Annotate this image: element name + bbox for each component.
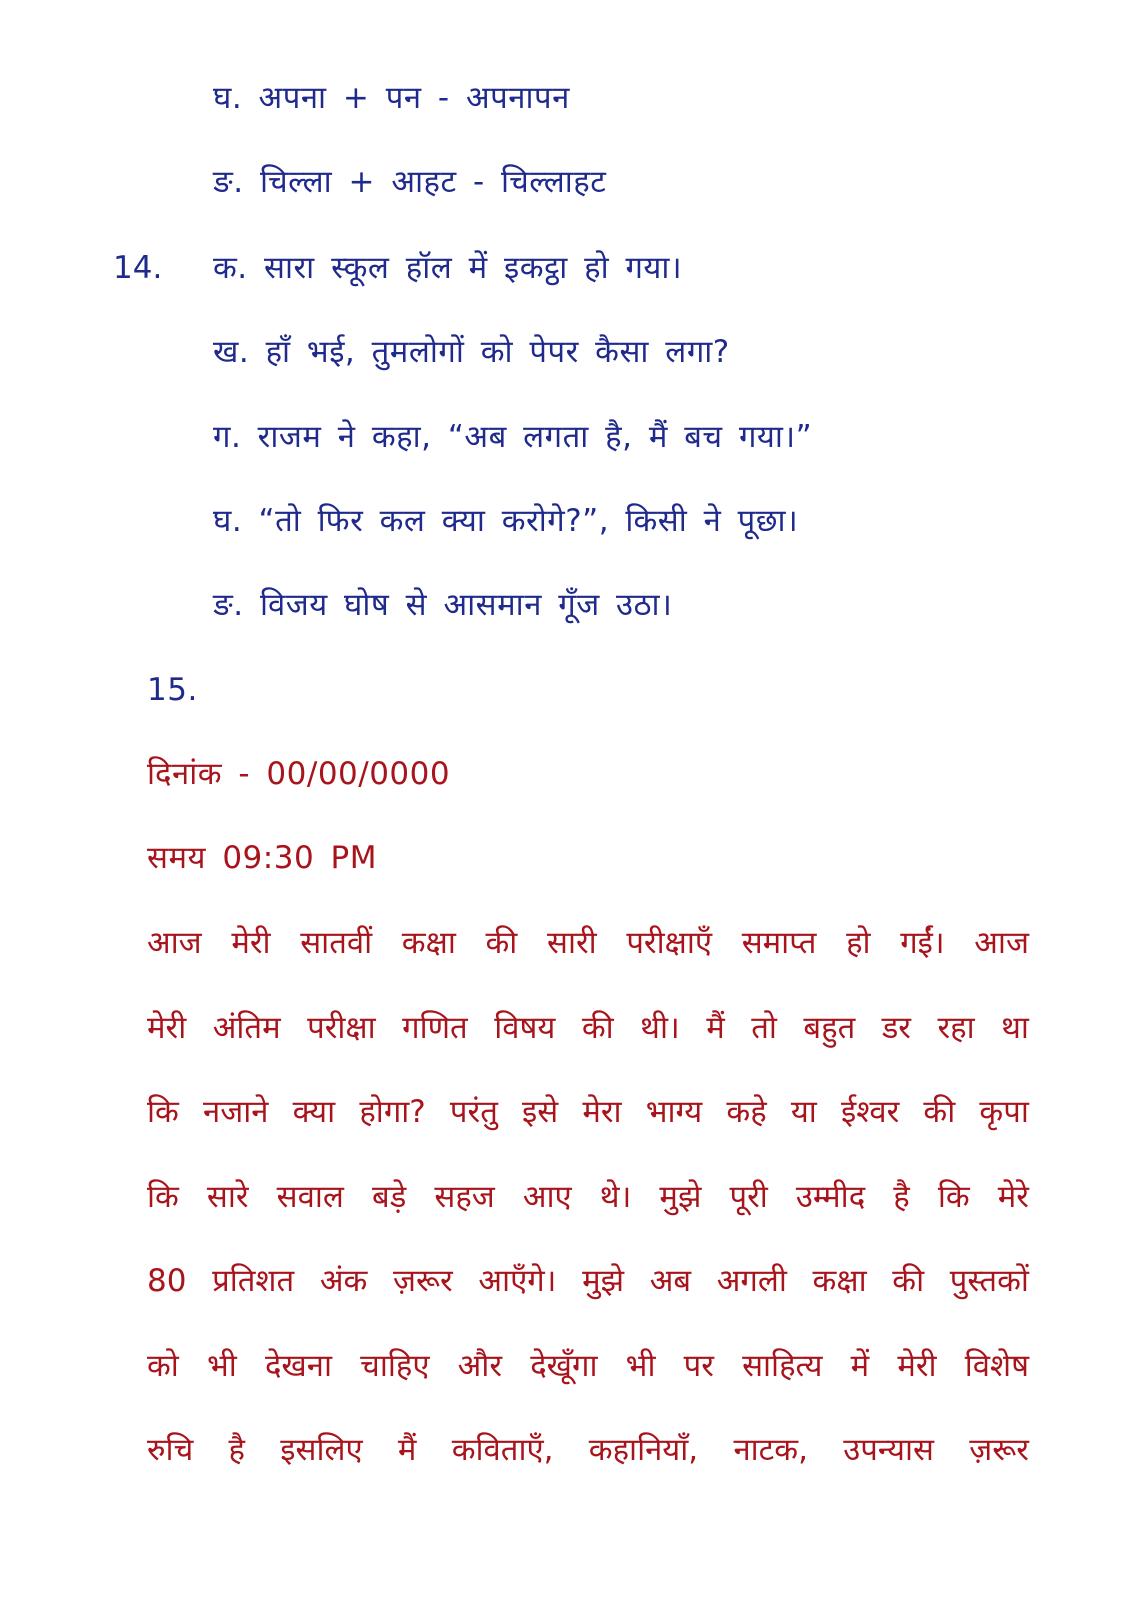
diary-word: थी। — [640, 1009, 680, 1046]
diary-word: परंतु — [449, 1094, 498, 1130]
diary-word: है — [893, 1178, 910, 1215]
diary-word: कक्षा — [401, 925, 456, 961]
q14-item-kha: ख. हाँ भई, तुमलोगों को पेपर कैसा लगा? — [213, 334, 730, 370]
diary-word: मैं — [706, 1009, 725, 1046]
diary-word: और — [457, 1347, 503, 1384]
q14-item-nga: ङ. विजय घोष से आसमान गूँज उठा। — [213, 587, 673, 623]
diary-word: कक्षा — [812, 1263, 867, 1299]
diary-paragraph-line — [147, 1430, 1029, 1470]
diary-word: कहानियाँ, — [588, 1432, 699, 1468]
diary-word: बहुत — [803, 1009, 856, 1046]
diary-word: समाप्त — [741, 925, 817, 961]
diary-word: आज — [974, 925, 1029, 961]
diary-word: बड़े — [372, 1178, 407, 1215]
diary-word: कि — [147, 1094, 179, 1130]
diary-word: उम्मीद — [795, 1178, 866, 1215]
diary-word: परीक्षा — [307, 1009, 376, 1046]
q14-item-gha: घ. “तो फिर कल क्या करोगे?”, किसी ने पूछा। — [213, 503, 799, 539]
diary-word: कहे — [726, 1094, 767, 1130]
diary-word: अंक — [319, 1263, 368, 1299]
diary-word: गईं। — [900, 925, 945, 961]
diary-word: सवाल — [276, 1178, 344, 1215]
diary-word: ज़रूर — [392, 1263, 453, 1299]
diary-word: भी — [625, 1347, 656, 1384]
diary-word: भी — [206, 1347, 237, 1384]
diary-word: सातवीं — [300, 925, 373, 961]
diary-word: मेरी — [147, 1009, 187, 1046]
diary-word: गणित — [402, 1009, 468, 1046]
q14-number: 14. — [113, 250, 163, 286]
diary-word: की — [485, 925, 518, 961]
diary-paragraph-line — [147, 1177, 1029, 1217]
diary-date: दिनांक - 00/00/0000 — [147, 756, 451, 792]
diary-word: 80 — [147, 1263, 187, 1299]
diary-word: की — [581, 1009, 614, 1046]
diary-word: होगा? — [359, 1094, 426, 1130]
q14-item-ga: ग. राजम ने कहा, “अब लगता है, मैं बच गया।” — [213, 419, 813, 455]
diary-word: आज — [147, 925, 202, 961]
diary-word: ईश्वर — [840, 1094, 900, 1130]
q13-item-nga: ङ. चिल्ला + आहट - चिल्लाहट — [213, 164, 607, 200]
diary-word: पुस्तकों — [949, 1263, 1029, 1299]
diary-word: मुझे — [582, 1263, 625, 1299]
diary-word: को — [147, 1347, 179, 1384]
diary-word: हो — [846, 925, 871, 961]
diary-word: की — [892, 1263, 925, 1299]
diary-paragraph-line — [147, 1092, 1029, 1132]
diary-paragraph-line — [147, 1346, 1029, 1386]
diary-word: थे। — [599, 1178, 632, 1215]
diary-word: नजाने — [202, 1094, 269, 1130]
diary-word: चाहिए — [360, 1347, 430, 1384]
diary-word: आएँगे। — [478, 1263, 557, 1299]
diary-word: में — [850, 1347, 870, 1384]
diary-time: समय 09:30 PM — [147, 840, 377, 876]
diary-word: नाटक, — [733, 1432, 808, 1468]
diary-word: या — [790, 1094, 817, 1130]
diary-word: देखूँगा — [530, 1347, 598, 1384]
diary-word: तो — [751, 1009, 777, 1046]
diary-word: देखना — [264, 1347, 333, 1384]
q14-item-ka: क. सारा स्कूल हॉल में इकट्ठा हो गया। — [213, 250, 683, 286]
diary-word: परीक्षाएँ — [626, 925, 713, 961]
diary-word: क्या — [292, 1094, 336, 1130]
diary-word: था — [1001, 1009, 1029, 1046]
diary-word: भाग्य — [645, 1094, 703, 1130]
diary-word: कि — [147, 1178, 179, 1215]
diary-word: साहित्य — [742, 1347, 823, 1384]
diary-word: कृपा — [979, 1094, 1029, 1130]
diary-word: सहज — [434, 1178, 495, 1215]
diary-word: सारे — [206, 1178, 249, 1215]
diary-word: डर — [881, 1009, 911, 1046]
diary-word: मेरे — [997, 1178, 1029, 1215]
diary-word: मुझे — [659, 1178, 702, 1215]
diary-word: ज़रूर — [969, 1432, 1029, 1468]
diary-word: अब — [649, 1263, 692, 1299]
diary-word: रुचि — [147, 1432, 194, 1468]
diary-word: सारी — [546, 925, 597, 961]
diary-paragraph-line — [147, 1008, 1029, 1048]
diary-word: उपन्यास — [843, 1432, 934, 1468]
diary-word: कविताएँ, — [451, 1432, 554, 1468]
diary-word: अंतिम — [212, 1009, 281, 1046]
diary-word: मेरा — [582, 1094, 622, 1130]
diary-word: रहा — [937, 1009, 975, 1046]
diary-word: कि — [937, 1178, 970, 1215]
diary-word: विशेष — [964, 1347, 1029, 1384]
diary-word: इसे — [522, 1094, 559, 1130]
diary-word: मेरी — [231, 925, 271, 961]
diary-word: इसलिए — [280, 1432, 363, 1468]
diary-word: प्रतिशत — [212, 1263, 295, 1299]
diary-word: मेरी — [897, 1347, 937, 1384]
diary-word: मैं — [397, 1432, 417, 1468]
diary-word: पूरी — [729, 1178, 768, 1215]
diary-word: है — [228, 1432, 245, 1468]
diary-word: की — [923, 1094, 956, 1130]
diary-paragraph-line — [147, 923, 1029, 963]
q13-item-gha: घ. अपना + पन - अपनापन — [213, 80, 570, 116]
diary-word: पर — [683, 1347, 714, 1384]
diary-word: विषय — [494, 1009, 556, 1046]
q15-number: 15. — [147, 672, 198, 708]
diary-paragraph-line — [147, 1261, 1029, 1301]
diary-word: अगली — [716, 1263, 787, 1299]
diary-word: आए — [522, 1178, 572, 1215]
